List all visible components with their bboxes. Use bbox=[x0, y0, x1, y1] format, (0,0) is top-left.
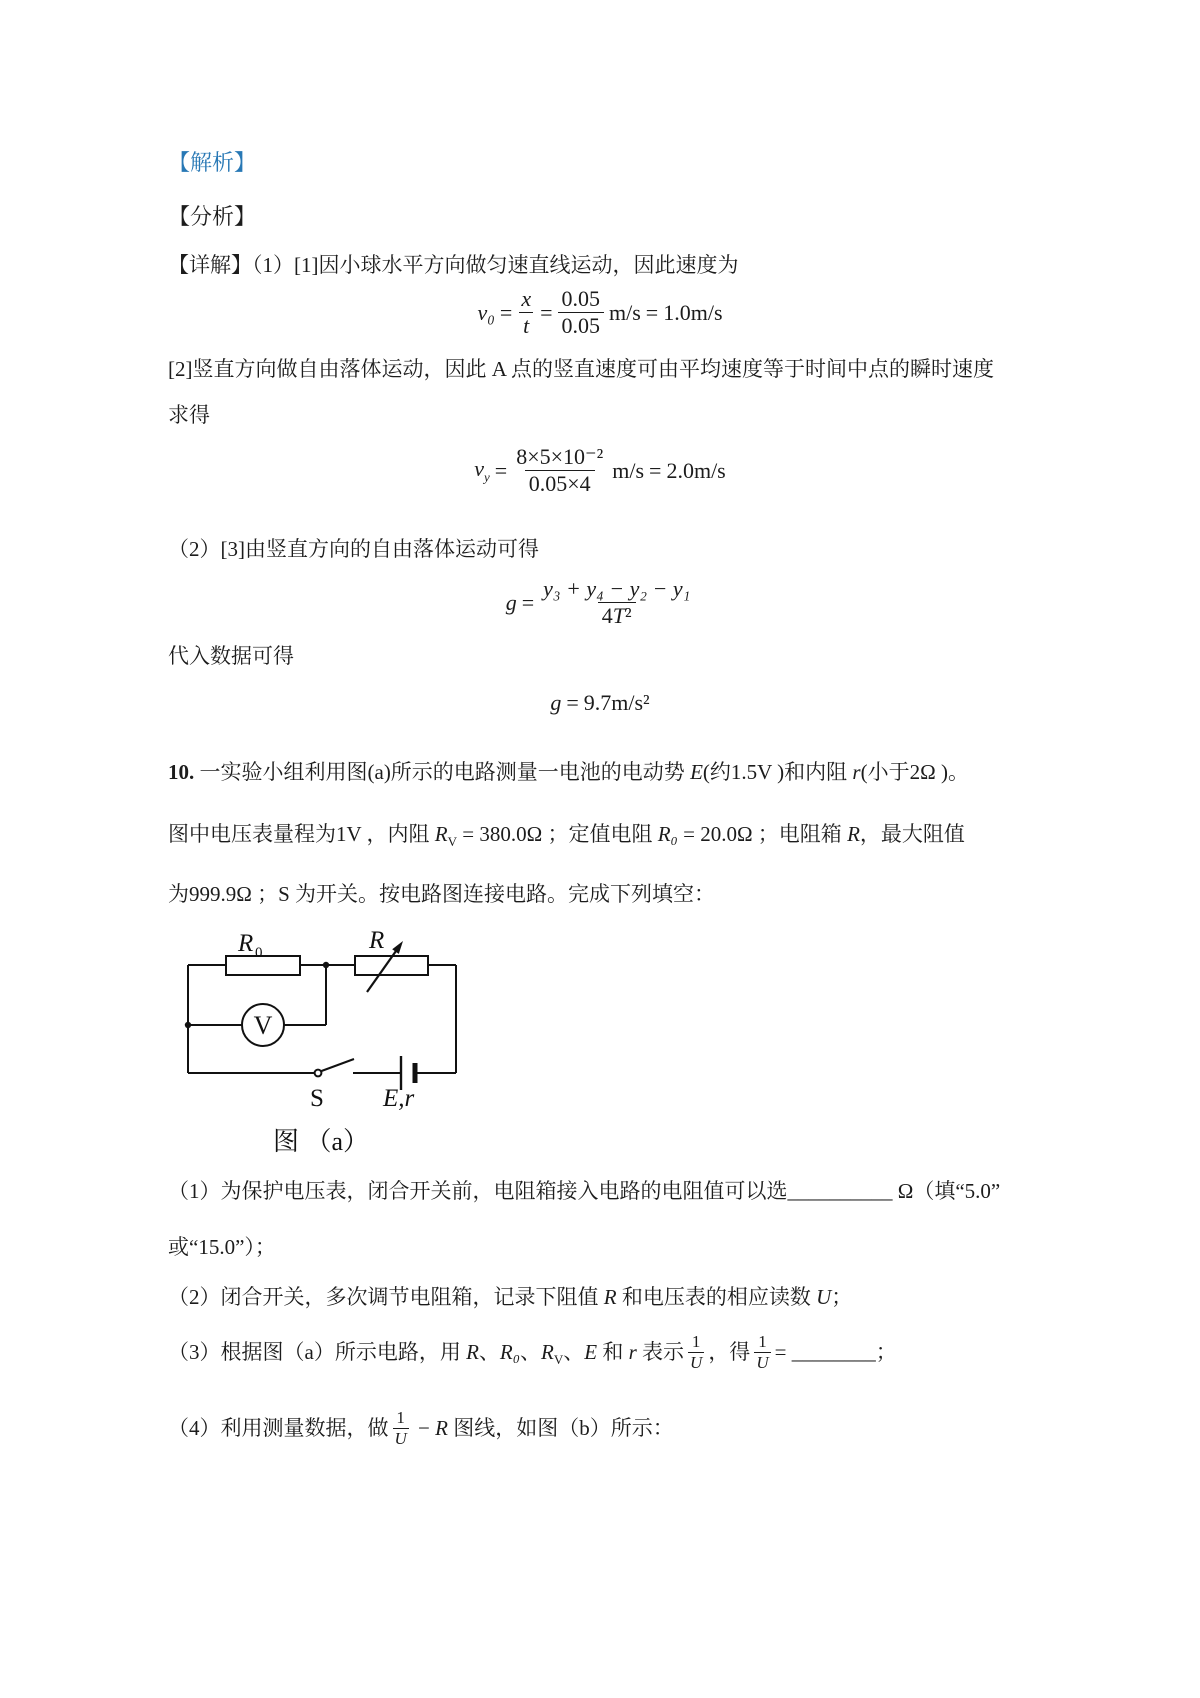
resistor-R0-label: R bbox=[238, 930, 254, 958]
math-var-E: E bbox=[690, 759, 703, 784]
figure-caption: 图 （a） bbox=[273, 1127, 370, 1157]
analysis-header: 【解析】 bbox=[168, 150, 257, 175]
formula-g bbox=[168, 576, 1032, 630]
resistor-R0-box bbox=[226, 956, 300, 975]
result-value: 1.0m/s bbox=[663, 300, 723, 326]
fraction-005-005: $\frac{0.05}{0.05}$ bbox=[558, 286, 605, 340]
unit-label: m/s bbox=[609, 300, 641, 326]
paragraph-2-line1: [2]竖直方向做自由落体运动，因此 A 点的竖直速度可由平均速度等于时间中点的瞬时速度 bbox=[168, 356, 994, 381]
fraction-x-t: $\frac{x}{t}$ bbox=[517, 286, 535, 340]
resistor-R-label: R bbox=[369, 929, 385, 955]
math-var-r: r bbox=[628, 1340, 637, 1365]
inline-fraction-1-over-U: $\frac{1}{U}$ bbox=[756, 1332, 769, 1372]
answer-blank: __________ bbox=[787, 1179, 893, 1204]
math-var-U: U bbox=[816, 1285, 832, 1310]
resistor-R0-subscript: 0 bbox=[255, 945, 263, 962]
math-var-g: g bbox=[550, 690, 562, 716]
math-var-R0: R₀ bbox=[657, 821, 678, 846]
question-10-line3: 为999.9Ω ；S 为开关。按电路图连接电路。完成下列填空： bbox=[168, 882, 716, 907]
unit-label: m/s bbox=[612, 457, 645, 483]
fenxi-header: 【分析】 bbox=[168, 204, 257, 229]
daru-paragraph: 代入数据可得 bbox=[168, 644, 294, 669]
answer-blank: ________ bbox=[791, 1340, 876, 1365]
math-var-R: R bbox=[466, 1340, 479, 1365]
formula-vy bbox=[168, 444, 1032, 498]
math-var-R: R bbox=[603, 1285, 617, 1310]
voltmeter-label: V bbox=[253, 1011, 273, 1041]
fraction-g: $\frac{\text{y₃ + y₄ − y₂ − y₁}}{\text{4T²}}$ bbox=[543, 575, 691, 628]
result-value: 9.7m/s² bbox=[583, 690, 650, 716]
result-value: 2.0m/s bbox=[666, 457, 726, 483]
detail-paragraph: 【详解】（1）[1]因小球水平方向做匀速直线运动，因此速度为 bbox=[168, 253, 739, 277]
paragraph-2-line2: 求得 bbox=[168, 402, 210, 427]
circuit-figure-a bbox=[170, 929, 1032, 1166]
circuit-diagram bbox=[170, 929, 470, 1161]
math-var-R: R bbox=[435, 1416, 448, 1441]
junction-dot bbox=[323, 962, 329, 968]
math-var-vy: $v_y$ bbox=[474, 456, 490, 485]
formula-v0 bbox=[168, 286, 1032, 340]
switch-label: S bbox=[310, 1085, 324, 1113]
equals-sign: = bbox=[499, 300, 513, 326]
part-2-line: （2）闭合开关，多次调节电阻箱，记录下阻值 R 和电压表的相应读数 U； bbox=[168, 1285, 853, 1310]
part-1-line1: （1）为保护电压表，闭合开关前，电阻箱接入电路的电阻值可以选__________ Ω（填“5.0” bbox=[168, 1179, 1001, 1204]
rheostat-arrowhead bbox=[392, 941, 403, 954]
equals-sign: = bbox=[645, 300, 659, 326]
part-1-line2: 或“15.0”）； bbox=[168, 1235, 276, 1260]
switch-pivot bbox=[315, 1070, 322, 1077]
inline-fraction-1-over-U: $\frac{1}{U}$ bbox=[690, 1332, 703, 1372]
question-10-line1: 10. 一实验小组利用图(a)所示的电路测量一电池的电动势 E(约1.5V )和内阻 r(小于2Ω )。 bbox=[168, 759, 969, 784]
battery-label: E,r bbox=[383, 1085, 415, 1113]
formula-g-result bbox=[168, 689, 1032, 717]
circuit-wires bbox=[188, 965, 456, 1073]
math-var-E: E bbox=[584, 1340, 598, 1365]
fraction-vy: $\frac{\text{8×5×10⁻²}}{0.05\times 4}$ bbox=[516, 443, 604, 497]
question-10-line2: 图中电压表量程为1V ，内阻 $R_V = 380.0\Omega$ ；定值电阻 R₀ = 20.0Ω ；电阻箱 R，最大阻值 bbox=[168, 821, 965, 850]
math-var-r: r bbox=[852, 759, 861, 784]
switch-lever bbox=[322, 1059, 355, 1071]
part-4-line: （4）利用测量数据，做 $\frac{1}{U}$ − R 图线，如图（b）所示： bbox=[168, 1408, 674, 1448]
math-var-Rv: R bbox=[541, 1340, 554, 1365]
question-number: 10. bbox=[168, 759, 195, 784]
part-3-line: （3）根据图（a）所示电路，用 R、R₀、$R_V$、E 和 r 表示 $\frac{1}{U}$ ，得 $\frac{1}{U}$ = ________； bbox=[168, 1332, 897, 1372]
equals-sign: = bbox=[566, 690, 579, 716]
math-var-R: R bbox=[847, 821, 860, 846]
math-var-R0: R₀ bbox=[499, 1340, 521, 1365]
junction-dot bbox=[185, 1022, 191, 1028]
equals-sign: = bbox=[649, 457, 662, 483]
equals-sign: = bbox=[540, 300, 553, 326]
math-var-g: g bbox=[505, 589, 517, 615]
inline-fraction-1-over-U: $\frac{1}{U}$ bbox=[394, 1408, 407, 1448]
equals-sign: = bbox=[494, 457, 508, 483]
equals-sign: = bbox=[521, 589, 535, 615]
math-var-Rv: R bbox=[434, 821, 448, 846]
math-var-v0: v₀ bbox=[477, 300, 495, 326]
paragraph-3: （2）[3]由竖直方向的自由落体运动可得 bbox=[168, 536, 539, 561]
